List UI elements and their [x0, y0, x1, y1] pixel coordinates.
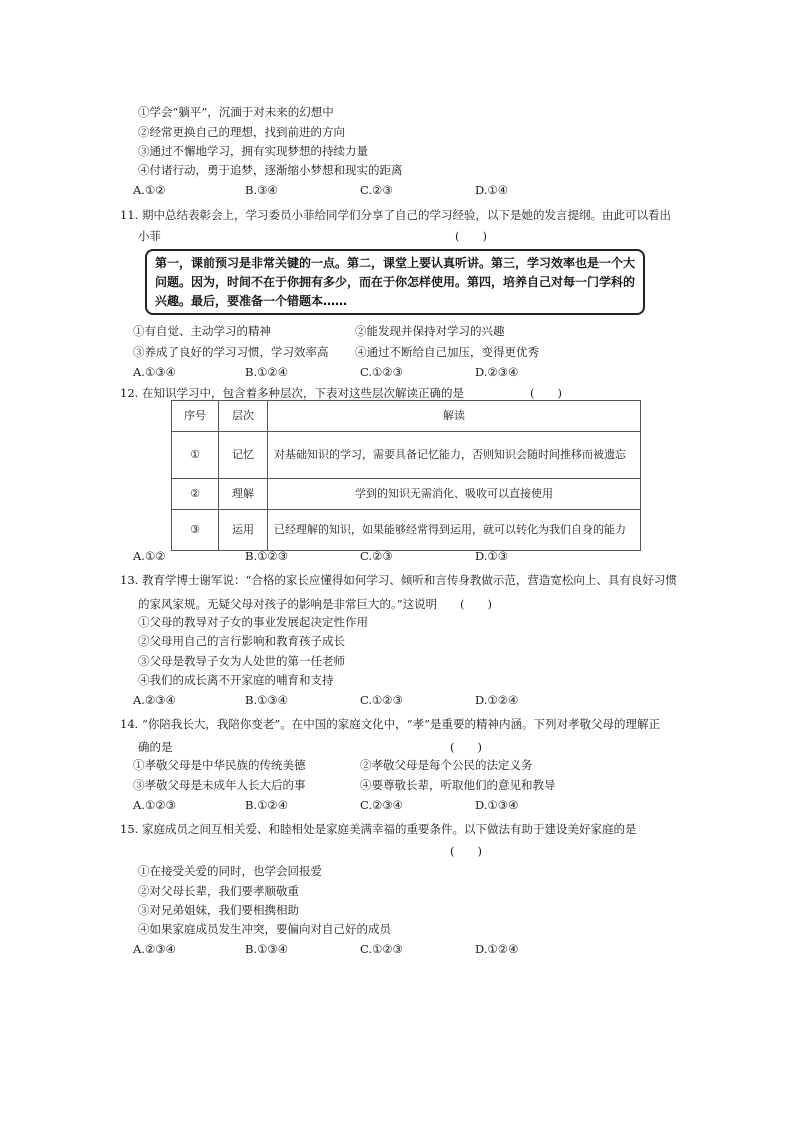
q15-answer-paren: ( ) — [450, 844, 482, 858]
q13-item-3: ③父母是教导子女为人处世的第一任老师 — [138, 654, 345, 668]
q13-answer-paren: ( ) — [460, 597, 492, 611]
q12-option-a: A.①② — [133, 549, 166, 563]
q14-item-4: ④要尊敬长辈，听取他们的意见和教导 — [360, 778, 556, 792]
q15-item-2: ②对父母长辈，我们要孝顺敬重 — [138, 884, 299, 898]
q14-stem-line1: 14. “你陪我长大，我陪你变老”。在中国的家庭文化中，“孝”是重要的精神内涵。下列对孝敬父母的理解正 — [120, 717, 660, 731]
q13-option-b: B.①③④ — [245, 693, 289, 707]
q14-stem-line2: 确的是 — [138, 740, 173, 754]
table-row — [172, 479, 641, 510]
q14-item-1: ①孝敬父母是中华民族的传统美德 — [133, 758, 306, 772]
knowledge-layers-table — [171, 400, 641, 551]
q11-option-d: D.②③④ — [475, 365, 519, 379]
q12-answer-paren: ( ) — [530, 386, 562, 400]
table-cell-level: 理解 — [219, 479, 268, 510]
q11-stem-line2: 小菲 — [138, 229, 161, 243]
q11-option-b: B.①②④ — [245, 365, 289, 379]
q10-option-b: B.③④ — [245, 183, 278, 197]
table-cell-interpretation: 学到的知识无需消化、吸收可以直接使用 — [268, 479, 641, 510]
q15-option-b: B.①③④ — [245, 942, 289, 956]
q11-item-4: ④通过不断给自己加压，变得更优秀 — [355, 345, 539, 359]
q14-option-d: D.①③④ — [475, 798, 519, 812]
q11-answer-paren: ( ) — [455, 229, 487, 243]
q15-stem: 15. 家庭成员之间互相关爱、和睦相处是家庭美满幸福的重要条件。以下做法有助于建设美好家庭的是 — [120, 822, 637, 836]
q12-option-c: C.②③ — [360, 549, 393, 563]
table-cell-level: 运用 — [219, 510, 268, 551]
q11-option-c: C.①②③ — [360, 365, 403, 379]
q15-item-4: ④如果家庭成员发生冲突，要偏向对自己好的成员 — [138, 922, 391, 936]
q10-option-a: A.①② — [133, 183, 166, 197]
q15-option-d: D.①②④ — [475, 942, 519, 956]
table-header-level: 层次 — [219, 401, 268, 432]
q14-option-a: A.①②③ — [133, 798, 176, 812]
q10-item-1: ①学会“躺平”，沉湎于对未来的幻想中 — [138, 105, 334, 119]
table-cell-index: ② — [172, 479, 219, 510]
table-row — [172, 432, 641, 479]
q14-option-c: C.②③④ — [360, 798, 403, 812]
q11-stem-line1: 11. 期中总结表彰会上，学习委员小菲给同学们分享了自己的学习经验，以下是她的发言提纲。由此可以看出 — [120, 208, 671, 222]
table-cell-level: 记忆 — [219, 432, 268, 479]
q15-option-c: C.①②③ — [360, 942, 403, 956]
q15-item-3: ③对兄弟姐妹，我们要相携相助 — [138, 903, 299, 917]
q10-item-3: ③通过不懈地学习，拥有实现梦想的持续力量 — [138, 144, 368, 158]
q11-item-2: ②能发现并保持对学习的兴趣 — [355, 324, 505, 338]
table-cell-index: ① — [172, 432, 219, 479]
q11-option-a: A.①③④ — [133, 365, 176, 379]
q14-item-2: ②孝敬父母是每个公民的法定义务 — [360, 758, 533, 772]
q10-option-d: D.①④ — [475, 183, 509, 197]
q10-item-2: ②经常更换自己的理想，找到前进的方向 — [138, 125, 345, 139]
q11-speech-outline: 第一，课前预习是非常关键的一点。第二，课堂上要认真听讲。第三，学习效率也是一个大问题。因为，时间不在于你拥有多少，而在于你怎样使用。第四，培养自己对每一门学科的兴趣。最后，要准备一个错题本…… — [145, 249, 645, 315]
q13-stem-line1: 13. 教育学博士谢军说：“合格的家长应懂得如何学习、倾听和言传身教做示范，营造宽松向上、具有良好习惯 — [120, 573, 677, 587]
q14-item-3: ③孝敬父母是未成年人长大后的事 — [133, 778, 306, 792]
q13-item-1: ①父母的教导对子女的事业发展起决定性作用 — [138, 615, 368, 629]
q11-item-3: ③养成了良好的学习习惯，学习效率高 — [133, 345, 329, 359]
table-row — [172, 510, 641, 551]
q11-item-1: ①有自觉、主动学习的精神 — [133, 324, 271, 338]
q13-stem-line2: 的家风家规。无疑父母对孩子的影响是非常巨大的。”这说明 — [138, 597, 438, 611]
q14-answer-paren: ( ) — [450, 740, 482, 754]
q15-option-a: A.②③④ — [133, 942, 176, 956]
q13-option-d: D.①②④ — [475, 693, 519, 707]
q15-item-1: ①在接受关爱的同时，也学会回报爱 — [138, 864, 322, 878]
q12-option-d: D.①③ — [475, 549, 509, 563]
table-header-row — [172, 401, 641, 432]
table-cell-interpretation: 对基础知识的学习，需要具备记忆能力，否则知识会随时间推移而被遗忘 — [268, 432, 641, 479]
table-header-interpretation: 解读 — [268, 401, 641, 432]
q13-item-2: ②父母用自己的言行影响和教育孩子成长 — [138, 634, 345, 648]
q14-option-b: B.①②④ — [245, 798, 289, 812]
table-cell-interpretation: 已经理解的知识，如果能够经常得到运用，就可以转化为我们自身的能力 — [268, 510, 641, 551]
q10-item-4: ④付诸行动，勇于追梦，逐渐缩小梦想和现实的距离 — [138, 163, 403, 177]
q12-option-b: B.①②③ — [245, 549, 289, 563]
table-header-index: 序号 — [172, 401, 219, 432]
q10-option-c: C.②③ — [360, 183, 393, 197]
q13-item-4: ④我们的成长离不开家庭的哺育和支持 — [138, 673, 334, 687]
q13-option-c: C.①②③ — [360, 693, 403, 707]
q13-option-a: A.②③④ — [133, 693, 176, 707]
table-cell-index: ③ — [172, 510, 219, 551]
q12-stem: 12. 在知识学习中，包含着多种层次，下表对这些层次解读正确的是 — [120, 386, 464, 400]
